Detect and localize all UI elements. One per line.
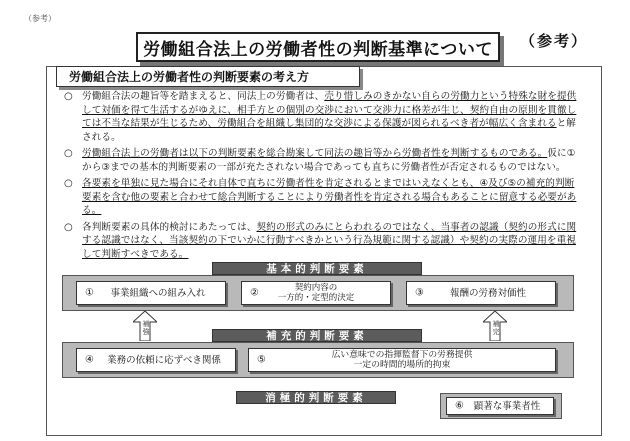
- factor-3-number: ③: [415, 287, 424, 299]
- bullet-2-text: 仮に①から③までの基本的判断要素の一部が充たされない場合であっても直ちに労働者性が否定されるものではない。: [82, 148, 576, 173]
- bullet-4-text: 各判断要素の具体的検討にあたっては、: [82, 221, 257, 233]
- factor-2-box: [241, 281, 391, 305]
- factor-6-number: ⑥: [455, 400, 464, 412]
- factor-1-text: 事業組織への組み入れ: [110, 287, 206, 299]
- factor-1-box: [76, 281, 226, 305]
- factor-5-box: [248, 348, 556, 372]
- factor-2-text-line-2: 一方的・定型的決定: [277, 293, 355, 303]
- bullet-3-underlined: 各要素を単独に見た場合にそれ自体で直ちに労働者性を肯定されるとまではいえなくとも、④及び⑤の補充的判断要素を含む他の要素と合わせて総合判断することにより労働者性を肯定される場合もあることに留意する必要がある。: [82, 178, 577, 216]
- bullet-item-2: [62, 147, 582, 174]
- factor-5-text-line-2: 一定の時間的場所的拘束: [353, 360, 451, 370]
- factor-1-number: ①: [85, 287, 94, 299]
- factor-3-box: [406, 281, 556, 305]
- bullet-item-1: [62, 90, 582, 144]
- supplementary-factors-label: 補充的判断要素: [212, 329, 422, 342]
- basic-factors-label: 基本的判断要素: [212, 262, 422, 275]
- bullet-item-3: [62, 177, 582, 218]
- factor-4-box: [76, 348, 236, 372]
- bullet-1-underlined: 売り惜しみのきかない自らの労働力という特殊な財を提供して対価を得て生活するがゆえに、相手方との個別の交渉において交渉力に格差が生じ、契約自由の原則を貫徹しては不当な結果が生じるため、労働組合を組織し集団的な交渉による保護が図られるべき者が幅広く含まれる: [82, 91, 577, 129]
- bullet-1-text-2: と解される。: [82, 118, 576, 143]
- bullet-item-4: [62, 221, 582, 262]
- factor-4-number: ④: [85, 354, 94, 366]
- reference-badge: （参考）: [520, 32, 589, 50]
- factor-5-text-line-1: 広い意味での指揮監督下の労務提供: [331, 350, 473, 360]
- bullet-4-underlined: 契約の形式のみにとらわれるのではなく、当事者の認識（契約の形式に関する認識ではなく、当該契約の下でいかに行動すべきかという行為規範に関する認識）や契約の実際の運用を重視して判断すべきである。: [82, 221, 577, 260]
- factor-3-text: 報酬の労務対価性: [449, 287, 526, 299]
- factor-6-box: [446, 397, 554, 415]
- negative-factors-label: 消極的判断要素: [236, 391, 396, 404]
- section-subtitle: 労働組合法上の労働者性の判断要素の考え方: [56, 66, 360, 87]
- bullet-list: [62, 90, 582, 264]
- factor-2-number: ②: [250, 287, 259, 299]
- factor-2-text-line-1: 契約内容の: [294, 283, 338, 293]
- bullet-2-underlined: 労働組合法上の労働者は以下の判断要素を総合勘案して同法の趣旨等から労働者性を判断するものである。: [82, 148, 548, 159]
- factor-4-text: 業務の依頼に応ずべき関係: [107, 354, 221, 366]
- bullet-mark: ○: [64, 148, 73, 159]
- complement-arrow-label: 補完: [492, 320, 500, 336]
- factor-5-number: ⑤: [257, 354, 266, 366]
- bullet-mark: ○: [64, 91, 73, 102]
- factor-6-text: 顕著な事業者性: [473, 400, 541, 412]
- reference-note: （参考）: [24, 14, 56, 23]
- reinforce-arrow-label: 補強: [142, 320, 150, 336]
- bullet-mark: ○: [64, 221, 73, 233]
- bullet-1-text-1: 労働組合法の趣旨等を踏まえると、同法上の労働者は、: [82, 91, 325, 102]
- bullet-mark: ○: [64, 178, 73, 189]
- page-title: 労働組合法上の労働者性の判断基準について: [136, 32, 500, 62]
